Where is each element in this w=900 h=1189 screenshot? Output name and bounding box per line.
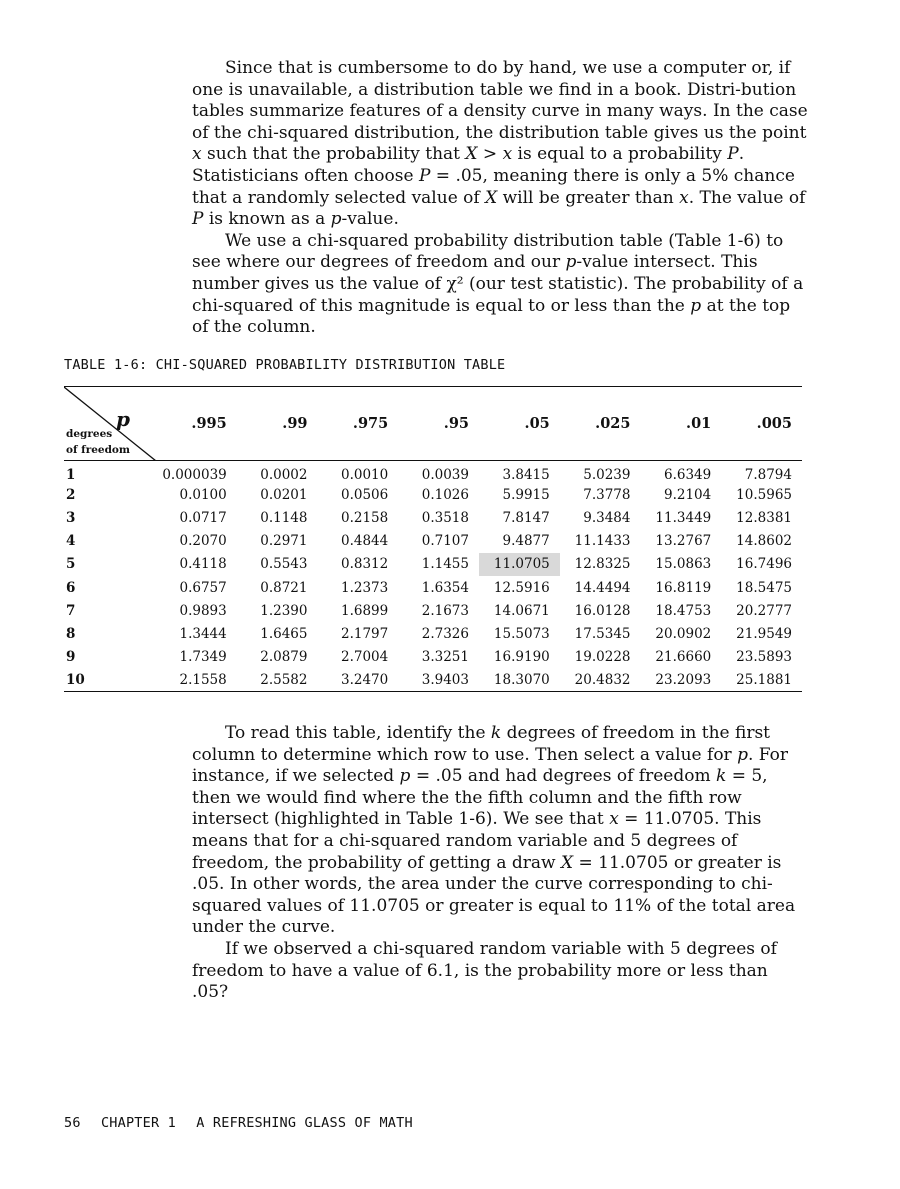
dof-cell: 7: [66, 602, 76, 619]
corner-p-label: p: [116, 407, 130, 431]
value-cell: 10.5965: [736, 487, 792, 504]
intro-paragraph-2: We use a chi-squared probability distribution table (Table 1-6) to see where our degrees of freedom and our p-value intersect. This number gives us the value of χ² (our test statistic). The probability of a chi-squared of this magnitude is equal to or less than the p at the top of the column.: [192, 230, 804, 338]
value-cell: 16.0128: [574, 602, 631, 619]
highlighted-cell: 11.0705: [479, 553, 560, 576]
value-cell: 1.6354: [421, 579, 469, 596]
column-header: .99: [237, 387, 318, 461]
value-cell: 14.4494: [574, 579, 631, 596]
value-cell: 0.0506: [341, 487, 389, 504]
value-cell: 20.2777: [736, 602, 792, 619]
chapter-label: CHAPTER 1: [100, 1115, 176, 1131]
value-cell: 9.4877: [502, 533, 550, 550]
value-cell: 0.2971: [260, 533, 308, 550]
dof-cell: 3: [66, 510, 76, 527]
value-cell: 7.8794: [744, 467, 792, 484]
dof-cell: 8: [66, 625, 76, 642]
dof-cell: 2: [66, 487, 76, 504]
value-cell: 21.9549: [736, 625, 792, 642]
page-footer: [64, 1115, 413, 1131]
value-cell: 2.1558: [179, 671, 227, 688]
dof-cell: 9: [66, 648, 76, 665]
value-cell: 0.2070: [179, 533, 227, 550]
value-cell: 17.5345: [574, 625, 631, 642]
table-title: TABLE 1-6: CHI-SQUARED PROBABILITY DISTRIBUTION TABLE: [64, 357, 506, 373]
table-row: [64, 461, 802, 484]
value-cell: 0.0002: [260, 467, 308, 484]
value-cell: 23.5893: [736, 648, 792, 665]
value-cell: 23.2093: [655, 671, 712, 688]
table-header-row: [64, 387, 802, 461]
value-cell: 14.0671: [493, 602, 550, 619]
value-cell: 0.6757: [179, 579, 227, 596]
value-cell: 1.6899: [341, 602, 389, 619]
value-cell: 11.1433: [574, 533, 631, 550]
value-cell: 5.9915: [502, 487, 550, 504]
value-cell: 15.0863: [655, 556, 712, 573]
value-cell: 2.7004: [341, 648, 389, 665]
value-cell: 20.0902: [655, 625, 712, 642]
value-cell: 20.4832: [574, 671, 631, 688]
column-header: .025: [560, 387, 641, 461]
value-cell: 0.0201: [260, 487, 308, 504]
value-cell: 5.0239: [583, 467, 631, 484]
column-header: .975: [318, 387, 399, 461]
corner-dof-label-2: of freedom: [66, 444, 131, 456]
value-cell: 9.3484: [583, 510, 631, 527]
intro-text: [192, 58, 808, 339]
value-cell: 2.0879: [260, 648, 308, 665]
value-cell: 0.7107: [421, 533, 469, 550]
value-cell: 1.7349: [179, 648, 227, 665]
value-cell: 13.2767: [655, 533, 712, 550]
chapter-title: A REFRESHING GLASS OF MATH: [196, 1115, 413, 1131]
column-header: .995: [156, 387, 237, 461]
value-cell: 19.0228: [574, 648, 631, 665]
value-cell: 2.5582: [260, 671, 308, 688]
value-cell: 0.000039: [162, 467, 227, 484]
value-cell: 1.2373: [341, 579, 389, 596]
table-corner-cell: [64, 387, 156, 461]
column-header: .01: [641, 387, 722, 461]
corner-dof-label-1: degrees: [66, 428, 113, 440]
value-cell: 3.3251: [421, 648, 469, 665]
value-cell: 2.1797: [341, 625, 389, 642]
value-cell: 25.1881: [736, 671, 792, 688]
value-cell: 0.8721: [260, 579, 308, 596]
table-row: [64, 530, 802, 553]
value-cell: 0.2158: [341, 510, 389, 527]
value-cell: 2.7326: [421, 625, 469, 642]
question-paragraph: If we observed a chi-squared random variable with 5 degrees of freedom to have a value of 6.1, is the probability more or less than .05?: [192, 938, 777, 1003]
dof-cell: 6: [66, 579, 76, 596]
value-cell: 0.4844: [341, 533, 389, 550]
value-cell: 0.3518: [421, 510, 469, 527]
column-header: .05: [479, 387, 560, 461]
value-cell: 1.2390: [260, 602, 308, 619]
value-cell: 6.6349: [664, 467, 712, 484]
value-cell: 0.1148: [260, 510, 308, 527]
value-cell: 3.9403: [421, 671, 469, 688]
table-body: [64, 461, 802, 692]
value-cell: 2.1673: [421, 602, 469, 619]
value-cell: 12.8381: [736, 510, 792, 527]
table-row: [64, 484, 802, 507]
value-cell: 0.0010: [341, 467, 389, 484]
value-cell: 21.6660: [655, 648, 712, 665]
table-row: [64, 668, 802, 691]
value-cell: 18.5475: [736, 579, 792, 596]
column-header: .95: [398, 387, 479, 461]
table-row: [64, 507, 802, 530]
column-header: .005: [721, 387, 802, 461]
chi-squared-table: [64, 386, 802, 692]
value-cell: 3.8415: [502, 467, 550, 484]
dof-cell: 1: [66, 467, 76, 484]
value-cell: 9.2104: [664, 487, 712, 504]
value-cell: 18.3070: [493, 671, 550, 688]
value-cell: 0.4118: [179, 556, 227, 573]
value-cell: 16.7496: [736, 556, 792, 573]
intro-paragraph-1: Since that is cumbersome to do by hand, we use a computer or, if one is unavailable, a distribution table we find in a book. Distri-bution tables summarize features of a density curve in many ways. In the case of the chi-squared distribution, the distribution table gives us the point x such that the probability that X > x is equal to a probability P. Statisticians often choose P = .05, meaning there is only a 5% chance that a randomly selected value of X will be greater than x. The value of P is known as a p-value.: [192, 58, 808, 230]
dof-cell: 4: [66, 533, 76, 550]
dof-cell: 5: [66, 556, 76, 573]
value-cell: 16.9190: [493, 648, 550, 665]
value-cell: 7.3778: [583, 487, 631, 504]
table-row: [64, 599, 802, 622]
value-cell: 14.8602: [736, 533, 792, 550]
value-cell: 12.5916: [493, 579, 550, 596]
value-cell: 15.5073: [493, 625, 550, 642]
table-row: [64, 576, 802, 599]
value-cell: 0.0100: [179, 487, 227, 504]
table-row: [64, 553, 802, 576]
value-cell: 1.6465: [260, 625, 308, 642]
value-cell: 0.0717: [179, 510, 227, 527]
value-cell: 16.8119: [655, 579, 712, 596]
value-cell: 11.3449: [655, 510, 712, 527]
value-cell: 12.8325: [574, 556, 631, 573]
dof-cell: 10: [66, 671, 85, 688]
value-cell: 0.9893: [179, 602, 227, 619]
value-cell: 3.2470: [341, 671, 389, 688]
explanation-paragraph-1: To read this table, identify the k degrees of freedom in the first column to determine which row to use. Then select a value for p. For instance, if we selected p = .05 and had degrees of freedom k = 5, then we would find where the the fifth column and the fifth row intersect (highlighted in Table 1-6). We see that x = 11.0705. This means that for a chi-squared random variable and 5 degrees of freedom, the probability of getting a draw X = 11.0705 or greater is .05. In other words, the area under the curve corresponding to chi-squared values of 11.0705 or greater is equal to 11% of the total area under the curve.: [192, 723, 796, 938]
value-cell: 0.0039: [421, 467, 469, 484]
value-cell: 1.3444: [179, 625, 227, 642]
explanation-text: [192, 723, 808, 1004]
value-cell: 0.5543: [260, 556, 308, 573]
table-row: [64, 645, 802, 668]
table-row: [64, 622, 802, 645]
value-cell: 0.8312: [341, 556, 389, 573]
value-cell: 1.1455: [421, 556, 469, 573]
page-number: 56: [64, 1115, 81, 1131]
value-cell: 7.8147: [502, 510, 550, 527]
value-cell: 18.4753: [655, 602, 712, 619]
value-cell: 0.1026: [421, 487, 469, 504]
